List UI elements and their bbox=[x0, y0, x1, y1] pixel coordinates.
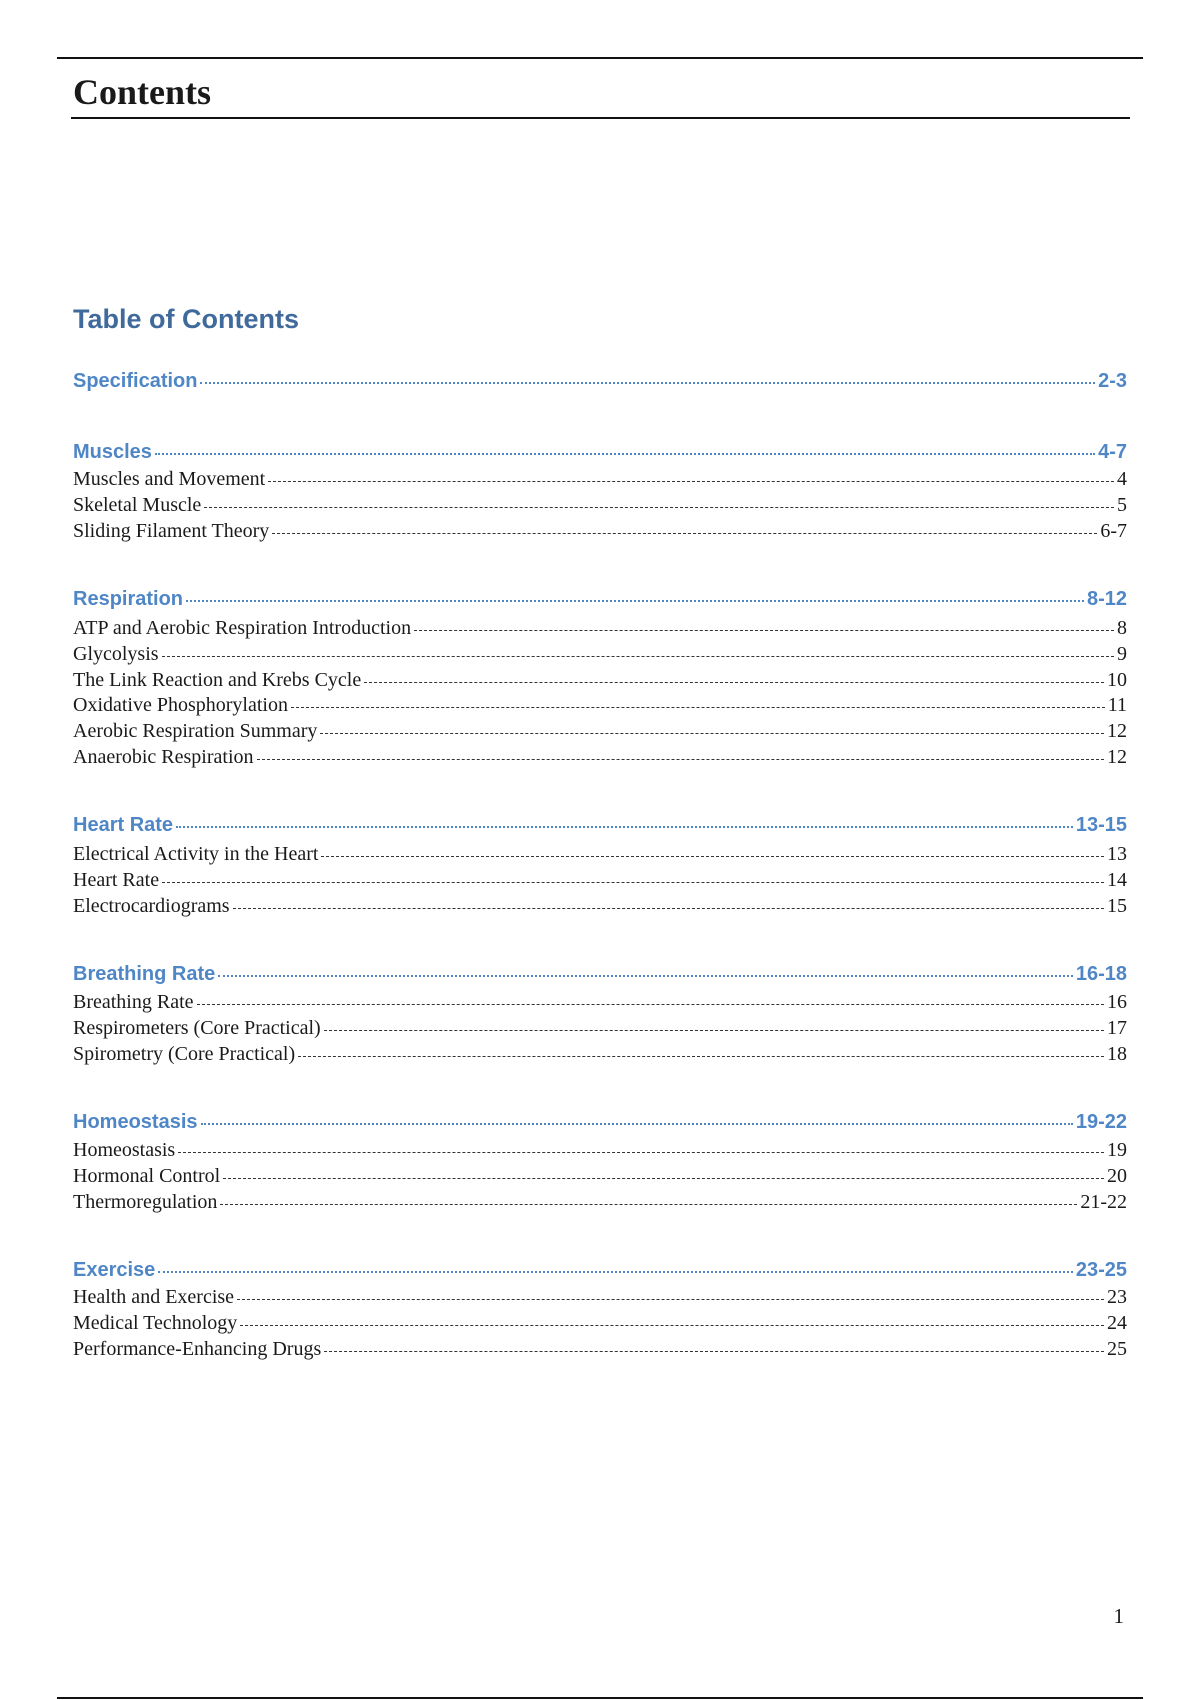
toc-item[interactable] bbox=[73, 895, 1127, 919]
toc-item-label: ATP and Aerobic Respiration Introduction bbox=[73, 617, 412, 639]
toc-item[interactable] bbox=[73, 1043, 1127, 1067]
toc-item-pages: 14 bbox=[1107, 869, 1127, 891]
toc-item-pages: 6-7 bbox=[1100, 520, 1127, 542]
toc-item-label: The Link Reaction and Krebs Cycle bbox=[73, 669, 362, 691]
toc-item[interactable] bbox=[73, 1191, 1127, 1215]
dot-leader bbox=[186, 600, 1084, 602]
dash-leader bbox=[321, 856, 1104, 857]
table-of-contents bbox=[73, 0, 1127, 1700]
toc-item-label: Homeostasis bbox=[73, 1139, 176, 1161]
dash-leader bbox=[237, 1299, 1104, 1300]
toc-item-pages: 4 bbox=[1117, 468, 1127, 490]
toc-section-pages: 23-25 bbox=[1075, 1259, 1127, 1281]
toc-item-label: Skeletal Muscle bbox=[73, 494, 202, 516]
toc-section-pages: 2-3 bbox=[1098, 370, 1127, 392]
dash-leader bbox=[414, 630, 1114, 631]
toc-item[interactable] bbox=[73, 1139, 1127, 1163]
toc-section-specification[interactable] bbox=[73, 370, 1127, 396]
toc-item-pages: 24 bbox=[1107, 1312, 1127, 1334]
dash-leader bbox=[364, 682, 1104, 683]
toc-item[interactable] bbox=[73, 669, 1127, 693]
toc-section-label: Muscles bbox=[73, 441, 152, 463]
toc-item[interactable] bbox=[73, 869, 1127, 893]
toc-section-breathing-rate[interactable] bbox=[73, 963, 1127, 989]
toc-item-label: Electrical Activity in the Heart bbox=[73, 843, 319, 865]
dash-leader bbox=[162, 656, 1114, 657]
toc-item[interactable] bbox=[73, 1165, 1127, 1189]
toc-item-label: Electrocardiograms bbox=[73, 895, 230, 917]
toc-item-pages: 23 bbox=[1107, 1286, 1127, 1308]
dot-leader bbox=[201, 1123, 1073, 1125]
page-title: Contents bbox=[73, 72, 212, 112]
toc-item[interactable] bbox=[73, 1312, 1127, 1336]
toc-section-label: Specification bbox=[73, 370, 198, 392]
toc-item-pages: 5 bbox=[1117, 494, 1127, 516]
dash-leader bbox=[268, 481, 1114, 482]
toc-item-label: Aerobic Respiration Summary bbox=[73, 720, 318, 742]
toc-item-pages: 21-22 bbox=[1080, 1191, 1127, 1213]
toc-item-pages: 20 bbox=[1107, 1165, 1127, 1187]
dash-leader bbox=[291, 707, 1105, 708]
toc-item[interactable] bbox=[73, 494, 1127, 518]
toc-section-label: Homeostasis bbox=[73, 1111, 198, 1133]
toc-item-label: Glycolysis bbox=[73, 643, 159, 665]
toc-item-label: Performance-Enhancing Drugs bbox=[73, 1338, 322, 1360]
toc-item[interactable] bbox=[73, 520, 1127, 544]
toc-item-label: Spirometry (Core Practical) bbox=[73, 1043, 296, 1065]
toc-item-pages: 12 bbox=[1107, 746, 1127, 768]
toc-section-homeostasis[interactable] bbox=[73, 1111, 1127, 1137]
toc-item-label: Health and Exercise bbox=[73, 1286, 235, 1308]
toc-item-label: Muscles and Movement bbox=[73, 468, 266, 490]
toc-section-pages: 4-7 bbox=[1098, 441, 1127, 463]
toc-item-pages: 17 bbox=[1107, 1017, 1127, 1039]
toc-section-label: Heart Rate bbox=[73, 814, 174, 836]
toc-item[interactable] bbox=[73, 694, 1127, 718]
dot-leader bbox=[158, 1271, 1073, 1273]
toc-item[interactable] bbox=[73, 1286, 1127, 1310]
bottom-rule bbox=[57, 1697, 1143, 1699]
toc-item-label: Medical Technology bbox=[73, 1312, 238, 1334]
dash-leader bbox=[223, 1178, 1104, 1179]
toc-item-pages: 9 bbox=[1117, 643, 1127, 665]
toc-title: Table of Contents bbox=[73, 304, 299, 334]
dot-leader bbox=[176, 826, 1073, 828]
toc-section-pages: 16-18 bbox=[1075, 963, 1127, 985]
dash-leader bbox=[324, 1030, 1104, 1031]
toc-item-label: Hormonal Control bbox=[73, 1165, 221, 1187]
dash-leader bbox=[298, 1056, 1104, 1057]
toc-section-exercise[interactable] bbox=[73, 1259, 1127, 1285]
dot-leader bbox=[218, 975, 1073, 977]
toc-section-label: Respiration bbox=[73, 588, 184, 610]
toc-item[interactable] bbox=[73, 1017, 1127, 1041]
toc-item-label: Breathing Rate bbox=[73, 991, 194, 1013]
toc-item-pages: 8 bbox=[1117, 617, 1127, 639]
toc-item[interactable] bbox=[73, 1338, 1127, 1362]
toc-item-pages: 25 bbox=[1107, 1338, 1127, 1360]
toc-item[interactable] bbox=[73, 991, 1127, 1015]
dash-leader bbox=[233, 908, 1104, 909]
toc-item[interactable] bbox=[73, 643, 1127, 667]
toc-item-label: Respirometers (Core Practical) bbox=[73, 1017, 321, 1039]
dash-leader bbox=[240, 1325, 1104, 1326]
toc-item-label: Anaerobic Respiration bbox=[73, 746, 254, 768]
dash-leader bbox=[220, 1204, 1077, 1205]
toc-item[interactable] bbox=[73, 720, 1127, 744]
toc-item-label: Oxidative Phosphorylation bbox=[73, 694, 288, 716]
dash-leader bbox=[320, 733, 1104, 734]
dash-leader bbox=[204, 507, 1114, 508]
toc-item-pages: 18 bbox=[1107, 1043, 1127, 1065]
page-number: 1 bbox=[1113, 1604, 1124, 1628]
toc-item-pages: 15 bbox=[1107, 895, 1127, 917]
toc-item[interactable] bbox=[73, 746, 1127, 770]
toc-item-label: Sliding Filament Theory bbox=[73, 520, 270, 542]
toc-item[interactable] bbox=[73, 843, 1127, 867]
toc-section-label: Exercise bbox=[73, 1259, 156, 1281]
dot-leader bbox=[200, 382, 1095, 384]
dot-leader bbox=[155, 453, 1095, 455]
dash-leader bbox=[178, 1152, 1104, 1153]
dash-leader bbox=[257, 759, 1105, 760]
toc-item-pages: 10 bbox=[1107, 669, 1127, 691]
toc-item-label: Thermoregulation bbox=[73, 1191, 218, 1213]
toc-item-label: Heart Rate bbox=[73, 869, 160, 891]
toc-item-pages: 16 bbox=[1107, 991, 1127, 1013]
toc-section-heart-rate[interactable] bbox=[73, 814, 1127, 840]
toc-section-pages: 13-15 bbox=[1075, 814, 1127, 836]
toc-section-pages: 8-12 bbox=[1086, 588, 1127, 610]
toc-section-respiration[interactable] bbox=[73, 588, 1127, 614]
toc-section-label: Breathing Rate bbox=[73, 963, 216, 985]
toc-item[interactable] bbox=[73, 617, 1127, 641]
toc-item-pages: 19 bbox=[1107, 1139, 1127, 1161]
dash-leader bbox=[324, 1351, 1104, 1352]
toc-item-pages: 13 bbox=[1107, 843, 1127, 865]
toc-section-pages: 19-22 bbox=[1075, 1111, 1127, 1133]
toc-section-muscles[interactable] bbox=[73, 441, 1127, 467]
toc-item[interactable] bbox=[73, 468, 1127, 492]
dash-leader bbox=[162, 882, 1104, 883]
toc-item-pages: 11 bbox=[1107, 694, 1127, 716]
dash-leader bbox=[272, 533, 1097, 534]
toc-item-pages: 12 bbox=[1107, 720, 1127, 742]
dash-leader bbox=[197, 1004, 1104, 1005]
